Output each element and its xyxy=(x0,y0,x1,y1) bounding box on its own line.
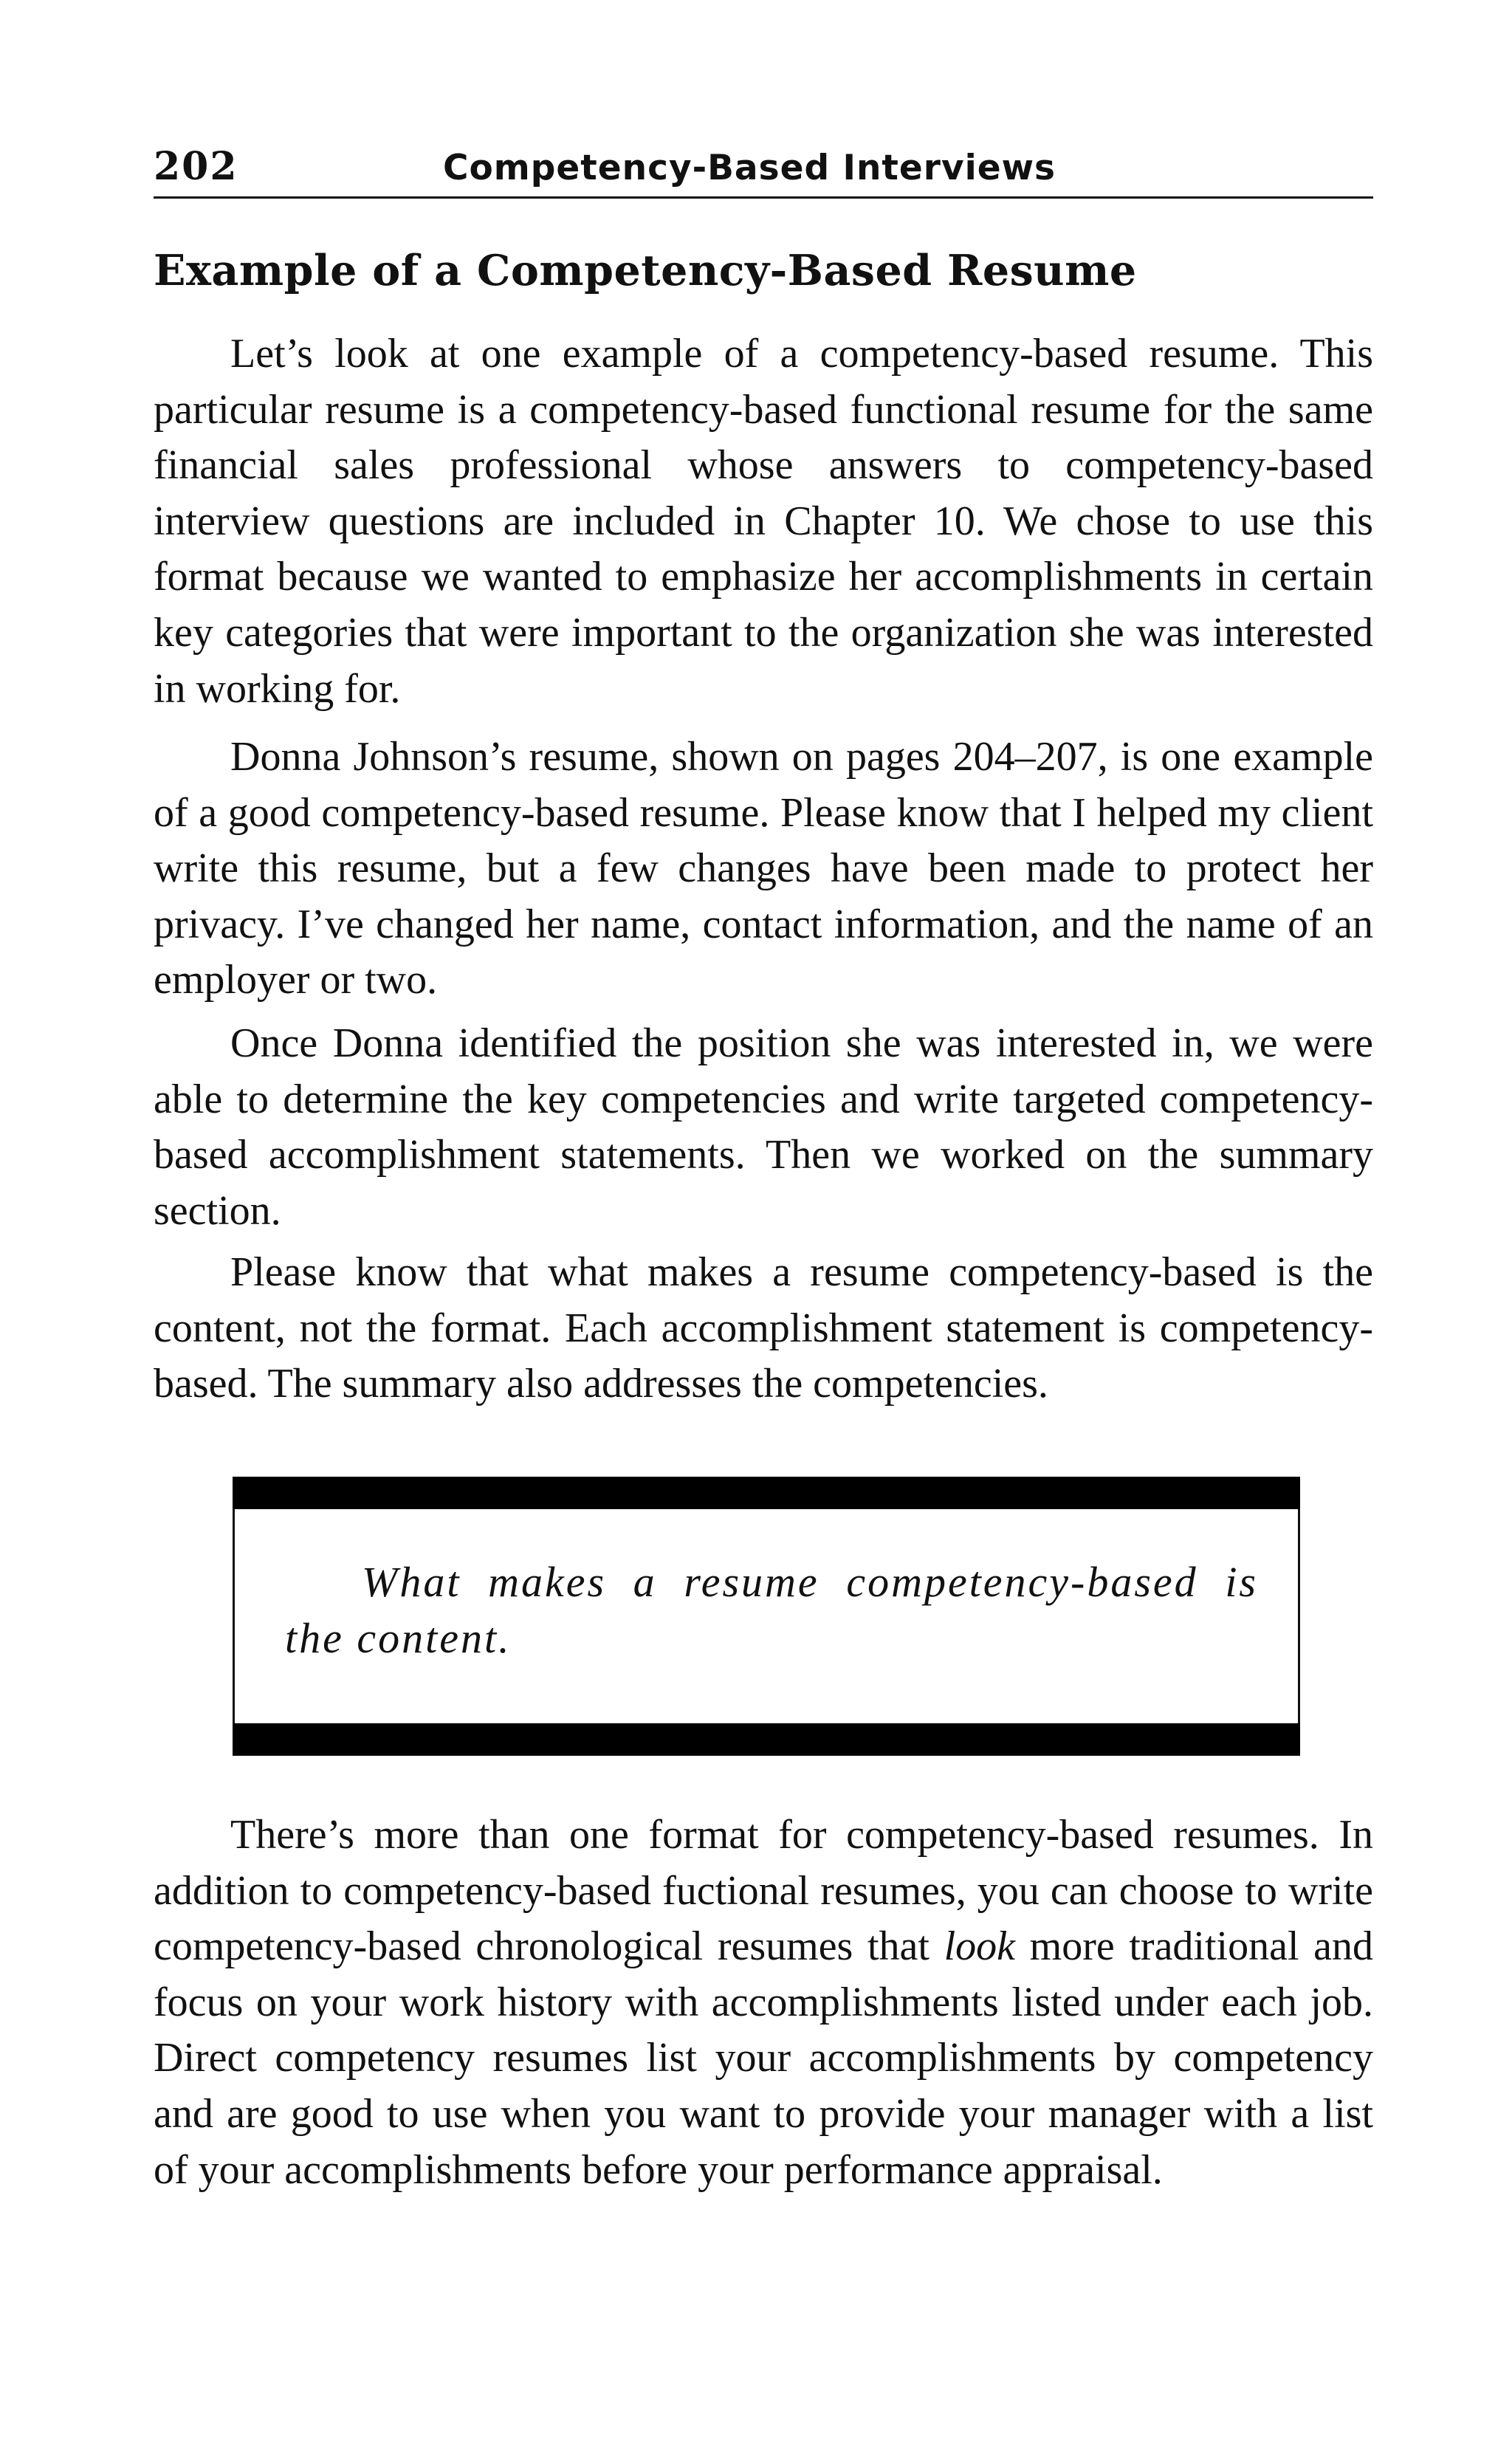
paragraph-key-competencies: Once Donna identified the position she was interested in, we were able to determine the key competencies and write targeted competency-based accomplishment statements. Then we worked on the summary section. xyxy=(154,1020,1373,1234)
section-heading: Example of a Competency-Based Resume xyxy=(154,246,1137,295)
page-number: 202 xyxy=(154,144,238,189)
paragraph-formats-text-end: more traditional and focus on your work history with accomplishments listed under each job. Direct competency resumes list your accomplishments by competency and are good to use when you want to provide your manager with a list of your accomplishments before your performance appraisal. xyxy=(154,1923,1374,2193)
pull-quote-text: What makes a resume competency-based is the content. xyxy=(285,1558,1258,1662)
pull-quote-box xyxy=(233,1477,1300,1756)
paragraph-donna-resume: Donna Johnson’s resume, shown on pages 204–207, is one example of a good competency-based resume. Please know that I helped my client write this resume, but a few changes have been made to protect her privacy. I’ve changed her name, contact information, and the name of an employer or two. xyxy=(154,734,1373,1003)
pull-quote-top-bar xyxy=(233,1477,1300,1509)
book-page xyxy=(154,0,1373,2438)
paragraph-content-not-format: Please know that what makes a resume competency-based is the content, not the format. Each accomplishment statement is competency-based. The summary also addresses the competencies. xyxy=(154,1249,1373,1407)
emphasized-word: look xyxy=(944,1923,1016,1970)
paragraph-formats-text-start: There’s more than one format for competency-based resumes. In addition to competency-based fuctional resumes, you can choose to write competency-based chronological resumes that xyxy=(154,1812,1373,1970)
running-title: Competency-Based Interviews xyxy=(443,148,1056,188)
paragraph-resume-formats xyxy=(154,1807,1373,2198)
running-head xyxy=(154,145,1373,199)
pull-quote-bottom-bar xyxy=(233,1723,1300,1756)
paragraph-intro: Let’s look at one example of a competency-based resume. This particular resume is a competency-based functional resume for the same financial sales professional whose answers to competency-based interview questions are included in Chapter 10. We chose to use this format because we wanted to emphasize her accomplishments in certain key categories that were important to the organization she was interested in working for. xyxy=(154,331,1373,712)
